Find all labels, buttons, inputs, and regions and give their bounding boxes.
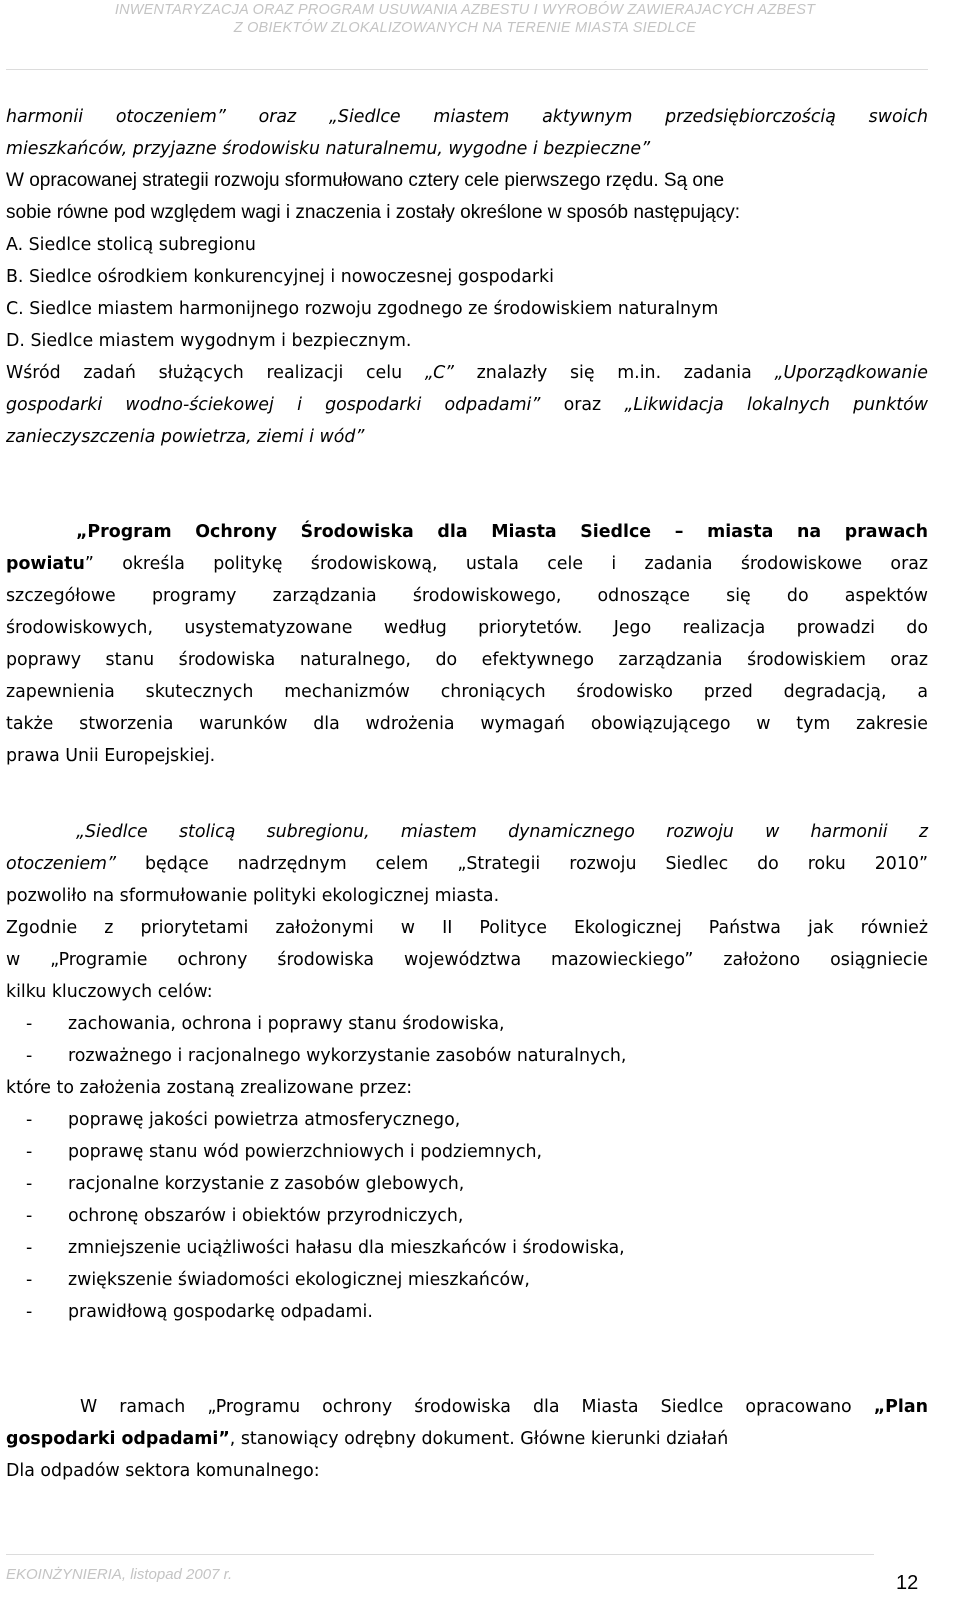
paragraph-line (6, 357, 928, 389)
list-dash: - (26, 1302, 33, 1322)
list-item: poprawę jakości powietrza atmosferycznego, (68, 1110, 461, 1130)
paragraph-line: zanieczyszczenia powietrza, ziemi i wód” (6, 427, 365, 447)
paragraph-line: pozwoliło na sformułowanie polityki ekologicznej miasta. (6, 886, 500, 906)
paragraph-line: sobie równe pod względem wagi i znaczenia i zostały określone w sposób następujący: (6, 202, 741, 223)
goal-item: A. Siedlce stolicą subregionu (6, 235, 256, 255)
header-divider (6, 69, 928, 70)
paragraph-line: także stworzenia warunków dla wdrożenia wymagań obowiązującego w tym zakresie (6, 714, 928, 734)
paragraph-line: W opracowanej strategii rozwoju sformułowano cztery cele pierwszego rzędu. Są one (6, 170, 725, 191)
text-run: będące nadrzędnym celem „Strategii rozwoju Siedlec do roku 2010” (116, 854, 928, 874)
paragraph-line: które to założenia zostaną zrealizowane przez: (6, 1078, 413, 1098)
paragraph-line: „Program Ochrony Środowiska dla Miasta Siedlce – miasta na prawach (76, 522, 928, 542)
text-run: oraz (540, 395, 625, 415)
text-run: gospodarki wodno-ściekowej i gospodarki odpadami” (6, 395, 541, 415)
paragraph-line: Zgodnie z priorytetami założonymi w II Polityce Ekologicznej Państwa jak również (6, 918, 928, 938)
header-title-line2: Z OBIEKTÓW ZLOKALIZOWANYCH NA TERENIE MIASTA SIEDLCE (233, 20, 697, 36)
list-item: ochronę obszarów i obiektów przyrodniczych, (68, 1206, 464, 1226)
paragraph-line: w „Programie ochrony środowiska województwa mazowieckiego” założono osiągniecie (6, 950, 928, 970)
paragraph-line: prawa Unii Europejskiej. (6, 746, 216, 766)
header-title-line1: INWENTARYZACJA ORAZ PROGRAM USUWANIA AZBESTU I WYROBÓW ZAWIERAJACYCH AZBEST (114, 2, 816, 18)
paragraph-line: „Siedlce stolicą subregionu, miastem dynamicznego rozwoju w harmonii z (76, 822, 928, 842)
paragraph-line: Dla odpadów sektora komunalnego: (6, 1461, 320, 1481)
list-dash: - (26, 1110, 33, 1130)
text-run: „Likwidacja lokalnych punktów (624, 395, 928, 415)
list-item: zwiększenie świadomości ekologicznej mieszkańców, (68, 1270, 530, 1290)
text-run: gospodarki odpadami” (6, 1429, 230, 1449)
list-dash: - (26, 1206, 33, 1226)
paragraph-line: mieszkańców, przyjazne środowisku naturalnemu, wygodne i bezpieczne” (6, 139, 651, 159)
text-run: Wśród zadań służących realizacji celu (6, 363, 425, 383)
paragraph-line (6, 389, 928, 421)
list-dash: - (26, 1174, 33, 1194)
paragraph-line: środowiskowych, usystematyzowane według priorytetów. Jego realizacja prowadzi do (6, 618, 928, 638)
list-item: racjonalne korzystanie z zasobów glebowych, (68, 1174, 465, 1194)
paragraph-line: poprawy stanu środowiska naturalnego, do efektywnego zarządzania środowiskiem oraz (6, 650, 928, 670)
footer-text: EKOINŻYNIERIA, listopad 2007 r. (6, 1566, 233, 1583)
text-run: znalazły się m.in. zadania (453, 363, 775, 383)
list-item: zachowania, ochrona i poprawy stanu środowiska, (68, 1014, 505, 1034)
list-dash: - (26, 1046, 33, 1066)
list-item: prawidłową gospodarkę odpadami. (68, 1302, 373, 1322)
list-item: rozważnego i racjonalnego wykorzystanie zasobów naturalnych, (68, 1046, 627, 1066)
goal-item: D. Siedlce miastem wygodnym i bezpiecznym. (6, 331, 412, 351)
text-run: „C” (424, 363, 454, 383)
text-run: , stanowiący odrębny dokument. Główne kierunki działań (229, 1429, 729, 1449)
text-run: ” określa politykę środowiskową, ustala cele i zadania środowiskowe oraz (84, 554, 928, 574)
text-run: W ramach „Programu ochrony środowiska dla Miasta Siedlce opracowano (80, 1397, 874, 1417)
goal-item: C. Siedlce miastem harmonijnego rozwoju zgodnego ze środowiskiem naturalnym (6, 299, 719, 319)
paragraph-line (80, 1391, 928, 1423)
text-run: powiatu (6, 554, 85, 574)
list-dash: - (26, 1270, 33, 1290)
paragraph-line: zapewnienia skutecznych mechanizmów chroniących środowisko przed degradacją, a (6, 682, 928, 702)
goal-item: B. Siedlce ośrodkiem konkurencyjnej i nowoczesnej gospodarki (6, 267, 554, 287)
list-dash: - (26, 1014, 33, 1034)
list-dash: - (26, 1142, 33, 1162)
footer-divider (6, 1554, 874, 1555)
list-item: poprawę stanu wód powierzchniowych i podziemnych, (68, 1142, 543, 1162)
paragraph-line (6, 548, 928, 580)
paragraph-line: harmonii otoczeniem” oraz „Siedlce miastem aktywnym przedsiębiorczością swoich (6, 107, 928, 127)
paragraph-line: kilku kluczowych celów: (6, 982, 213, 1002)
text-run: „Uporządkowanie (774, 363, 928, 383)
paragraph-line: szczegółowe programy zarządzania środowiskowego, odnoszące się do aspektów (6, 586, 928, 606)
list-item: zmniejszenie uciążliwości hałasu dla mieszkańców i środowiska, (68, 1238, 625, 1258)
list-dash: - (26, 1238, 33, 1258)
page-number: 12 (896, 1572, 919, 1594)
paragraph-line (6, 848, 928, 880)
text-run: „Plan (873, 1397, 928, 1417)
paragraph-line (6, 1423, 928, 1455)
text-run: otoczeniem” (6, 854, 116, 874)
